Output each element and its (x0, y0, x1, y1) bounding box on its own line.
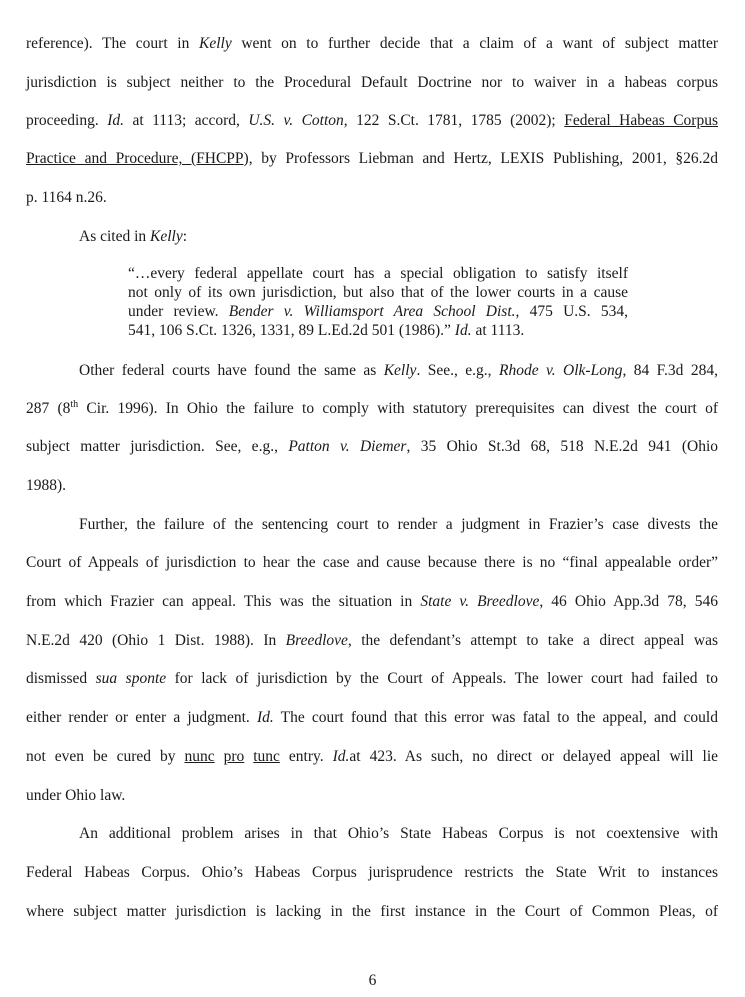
text-run: either render or enter a judgment. (26, 709, 257, 726)
underlined-text: tunc (253, 748, 280, 765)
block-quote-line (128, 284, 628, 302)
page-number: 6 (368, 972, 377, 989)
text-run: p. 1164 n.26. (26, 189, 107, 206)
text-run (244, 748, 253, 765)
underlined-text: Federal Habeas Corpus (564, 112, 718, 129)
block-quote-line (128, 265, 628, 283)
text-run: N.E.2d 420 (Ohio 1 Dist. 1988). In (26, 632, 286, 649)
text-run: from which Frazier can appeal. This was the situation in (26, 593, 421, 610)
body-line (26, 188, 107, 208)
block-quote-line (128, 322, 628, 340)
text-run: proceeding. (26, 112, 108, 129)
body-line (79, 227, 187, 247)
italic-text: Breedlove (285, 632, 348, 649)
text-run: at 423. As such, no direct or delayed appeal will lie (349, 748, 719, 765)
text-run: “…every federal appellate court has a special obligation to satisfy itself (128, 265, 628, 282)
text-run: at 1113. (471, 322, 525, 339)
text-run (215, 748, 224, 765)
italic-text: Id. (256, 709, 274, 726)
text-run: The court found that this error was fatal to the appeal, and could (273, 709, 718, 726)
italic-text: U.S. v. Cotton (248, 112, 344, 129)
text-run: at 1113; accord, (124, 112, 249, 129)
text-run: , 84 F.3d 284, (622, 362, 718, 379)
text-run: , 46 Ohio App.3d 78, 546 (539, 593, 718, 610)
text-run: entry. (279, 748, 333, 765)
italic-text: State v. Breedlove (420, 593, 540, 610)
superscript-text: th (70, 398, 79, 410)
text-run: , 475 U.S. 534, (515, 303, 628, 320)
text-run: , 35 Ohio St.3d 68, 518 N.E.2d 941 (Ohio (406, 438, 719, 455)
italic-text: Kelly (383, 362, 417, 379)
text-run: subject matter jurisdiction. See, e.g., (26, 438, 289, 455)
text-run: 541, 106 S.Ct. 1326, 1331, 89 L.Ed.2d 501 (1986).” (128, 322, 455, 339)
block-quote-line (128, 303, 628, 321)
underlined-text: nunc (184, 748, 215, 765)
text-run: not even be cured by (26, 748, 185, 765)
text-run: 1988). (26, 477, 67, 494)
text-run: : (182, 228, 188, 245)
underlined-text: pro (223, 748, 245, 765)
body-line (26, 476, 66, 496)
text-run: 287 (8 (26, 400, 71, 417)
body-line (26, 631, 718, 651)
italic-text: Bender v. Williamsport Area School Dist. (228, 303, 516, 320)
body-line (26, 437, 718, 457)
italic-text: Patton v. Diemer (288, 438, 407, 455)
body-line (26, 708, 718, 728)
underlined-text: Practice and Procedure, (FHCPP), (26, 150, 253, 167)
italic-text: sua sponte (95, 670, 167, 687)
text-run: An additional problem arises in that Ohio’s State Habeas Corpus is not coextensive with (79, 825, 718, 842)
body-line (79, 515, 718, 535)
body-line (26, 553, 718, 573)
italic-text: Id. (332, 748, 350, 765)
body-line (26, 747, 718, 767)
text-run: , 122 S.Ct. 1781, 1785 (2002); (343, 112, 565, 129)
italic-text: Kelly (199, 35, 232, 52)
body-line (26, 73, 718, 93)
text-run: Further, the failure of the sentencing court to render a judgment in Frazier’s case divests the (79, 516, 718, 533)
text-run: dismissed (26, 670, 96, 687)
text-run: Cir. 1996). In Ohio the failure to comply with statutory prerequisites can divest the court of (78, 400, 718, 417)
text-run: under review. (128, 303, 229, 320)
text-run: where subject matter jurisdiction is lacking in the first instance in the Court of Common Pleas, of (26, 903, 718, 920)
body-line (79, 824, 718, 844)
text-run: . See., e.g., (416, 362, 499, 379)
body-line (26, 149, 718, 169)
text-run: , the defendant’s attempt to take a direct appeal was (347, 632, 718, 649)
body-line (79, 361, 718, 381)
italic-text: Id. (107, 112, 124, 129)
italic-text: Kelly (150, 228, 183, 245)
italic-text: Rhode v. Olk-Long (498, 362, 623, 379)
text-run: not only of its own jurisdiction, but also that of the lower courts in a cause (128, 284, 628, 301)
body-line (26, 863, 718, 883)
body-line (26, 592, 718, 612)
text-run: under Ohio law. (26, 787, 126, 804)
text-run: went on to further decide that a claim of a want of subject matter (231, 35, 718, 52)
text-run: Federal Habeas Corpus. Ohio’s Habeas Corpus jurisprudence restricts the State Writ to instances (26, 864, 718, 881)
body-line (26, 669, 718, 689)
text-run: for lack of jurisdiction by the Court of Appeals. The lower court had failed to (166, 670, 718, 687)
text-run: Other federal courts have found the same as (79, 362, 384, 379)
text-run: jurisdiction is subject neither to the Procedural Default Doctrine nor to waiver in a habeas corpus (26, 74, 718, 91)
text-run: Court of Appeals of jurisdiction to hear the case and cause because there is no “final appealable order” (26, 554, 718, 571)
body-line (26, 399, 718, 419)
body-line (26, 34, 718, 54)
text-run: As cited in (79, 228, 151, 245)
text-run: by Professors Liebman and Hertz, LEXIS Publishing, 2001, §26.2d (252, 150, 718, 167)
text-run: reference). The court in (26, 35, 199, 52)
body-line (26, 902, 718, 922)
body-line (26, 111, 718, 131)
italic-text: Id. (454, 322, 472, 339)
body-line (26, 786, 125, 806)
